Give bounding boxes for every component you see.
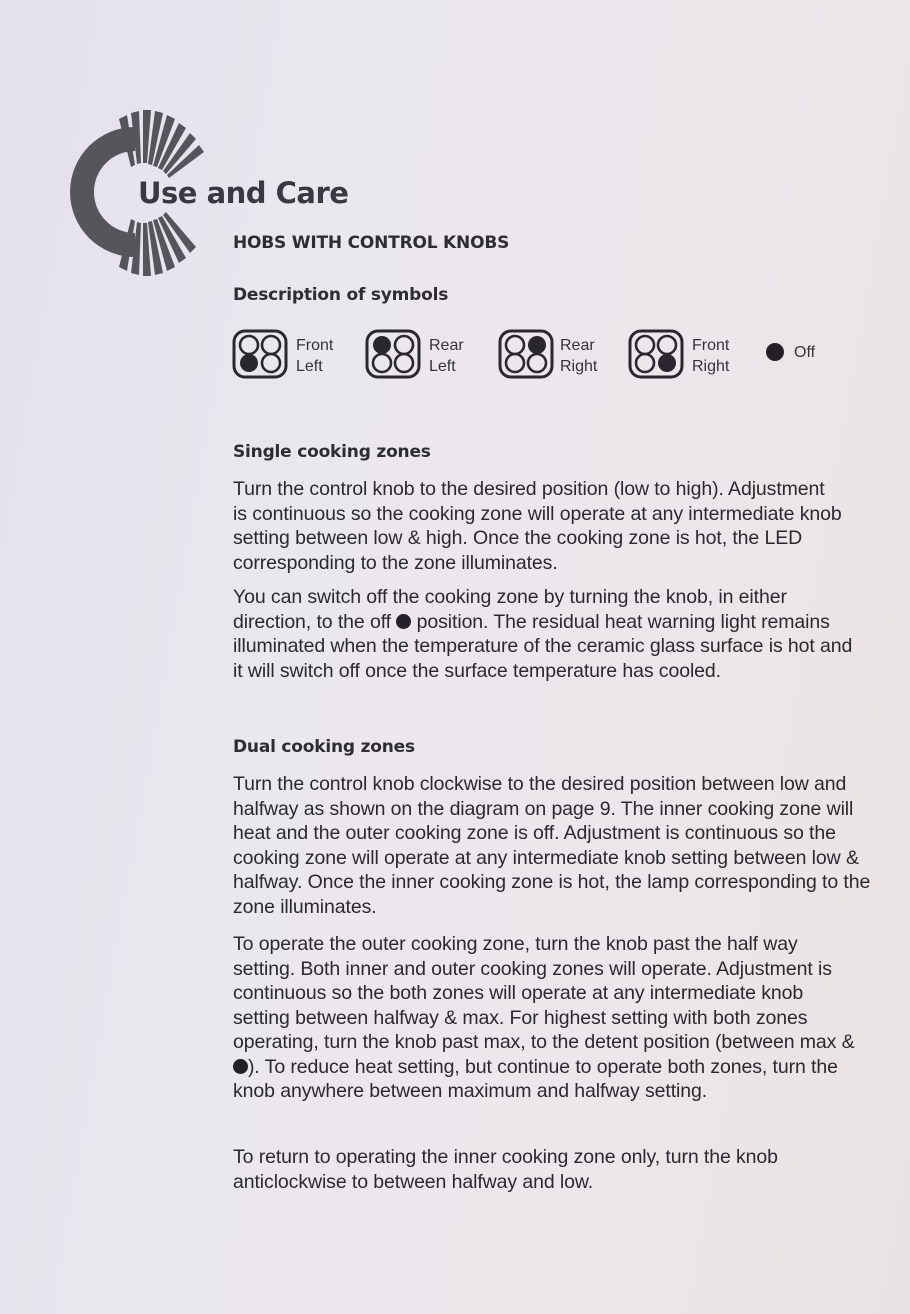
dual-zones-paragraph-2: To operate the outer cooking zone, turn the knob past the half way setting. Both inner and outer cooking zones will operate. Adjustment is continuous so the both zones will operate at any intermediate knob setting between halfway & max. For highest setting with both zones operating, turn the knob past max, to the detent position (between max &). To reduce heat setting, but continue to operate both zones, turn the knob anywhere between maximum and halfway setting. xyxy=(233,933,855,1102)
symbols-heading: Description of symbols xyxy=(233,285,449,305)
dual-zones-heading: Dual cooking zones xyxy=(233,737,415,757)
off-label: Off xyxy=(794,344,816,361)
off-dot-icon xyxy=(233,1059,248,1074)
symbol-label: Rear Left xyxy=(429,337,464,375)
symbols-legend xyxy=(232,329,872,385)
symbol-label: Front Left xyxy=(296,337,334,375)
symbol-label: Front Right xyxy=(692,337,730,375)
dual-zones-paragraph-1: Turn the control knob clockwise to the desired position between low and halfway as shown on the diagram on page 9. The inner cooking zone will heat and the outer cooking zone is off. Adjustment is continuous so the cooking zone will operate at any intermediate knob setting between low & halfway. Once the inner cooking zone is hot, the lamp corresponding to the zone illuminates. xyxy=(233,773,871,918)
hob-rear-right-icon xyxy=(498,329,554,379)
page-title: Use and Care xyxy=(138,176,349,210)
symbol-label: Rear Right xyxy=(560,337,598,375)
off-dot-icon xyxy=(766,343,784,361)
dual-zones-paragraph-3: To return to operating the inner cooking zone only, turn the knob anticlockwise to between halfway and low. xyxy=(233,1146,778,1193)
off-dot-icon xyxy=(396,614,411,629)
hob-rear-left-icon xyxy=(365,329,421,379)
hob-front-left-icon xyxy=(232,329,288,379)
single-zones-paragraph-1: Turn the control knob to the desired position (low to high). Adjustment is continuous so the cooking zone will operate at any intermediate knob setting between low & high. Once the cooking zone is hot, the LED corresponding to the zone illuminates. xyxy=(233,478,842,574)
single-zones-heading: Single cooking zones xyxy=(233,442,431,462)
hob-front-right-icon xyxy=(628,329,684,379)
section-title: HOBS WITH CONTROL KNOBS xyxy=(233,233,510,253)
single-zones-paragraph-2: You can switch off the cooking zone by turning the knob, in either direction, to the off position. The residual heat warning light remains illuminated when the temperature of the ceramic glass surface is hot and it will switch off once the surface temperature has cooled. xyxy=(233,586,853,682)
